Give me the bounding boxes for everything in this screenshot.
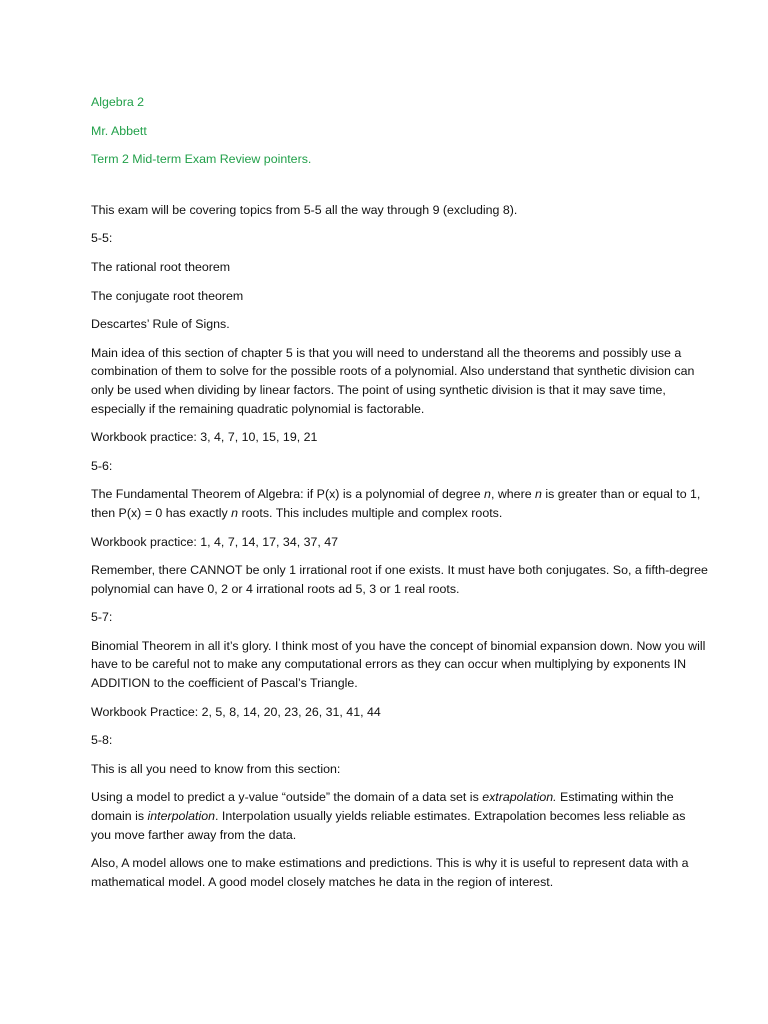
fta-text-2: , where [490,487,536,502]
topic-descartes: Descartes’ Rule of Signs. [91,317,230,332]
extrap-text-2: Estimating within the domain is [91,790,674,824]
model-paragraph: Also, A model allows one to make estimations and predictions. This is why it is useful to represent data with a mathematical model. A good model closely matches he data in the region of interest. [91,856,689,889]
fta-var-n: n [231,505,239,520]
document-title: Term 2 Mid-term Exam Review pointers. [91,152,312,167]
fta-var-n: n [535,487,542,502]
fta-text-4: roots. This includes multiple and complex roots. [238,505,503,520]
section-5-5-paragraph: Main idea of this section of chapter 5 is that you will need to understand all the theorems and possibly use a combination of them to solve for the possible roots of a polynomial. Also understand that synthetic division can only be used when dividing by linear factors. The point of using synthetic division is that it may save time, especially if the remaining quadratic polynomial is factorable. [91,345,695,416]
section-5-8-heading: 5-8: [91,733,113,748]
section-5-6-heading: 5-6: [91,458,113,473]
section-5-6-remember: Remember, there CANNOT be only 1 irrational root if one exists. It must have both conjugates. So, a fifth-degree polynomial can have 0, 2 or 4 irrational roots ad 5, 3 or 1 real roots. [91,563,708,596]
section-5-6-workbook: Workbook practice: 1, 4, 7, 14, 17, 34, 37, 47 [91,534,339,549]
fta-var-n: n [484,487,491,502]
section-5-5-heading: 5-5: [91,231,113,246]
fta-text-3: is greater than or equal to 1, then P(x) = 0 has exactly [91,487,701,520]
term-extrapolation: extrapolation. [482,790,557,805]
fta-text-1: The Fundamental Theorem of Algebra: if P(x) is a polynomial of degree [91,487,485,502]
fundamental-theorem-paragraph [91,485,708,522]
teacher-name: Mr. Abbett [91,123,147,138]
section-5-5-workbook: Workbook practice: 3, 4, 7, 10, 15, 19, 21 [91,430,318,445]
section-5-7-workbook: Workbook Practice: 2, 5, 8, 14, 20, 23, 26, 31, 41, 44 [91,704,381,719]
section-5-7-heading: 5-7: [91,610,113,625]
extrap-text-3: . Interpolation usually yields reliable estimates. Extrapolation becomes less reliable as you move farther away from the data. [91,809,686,842]
extrapolation-paragraph [91,788,708,844]
course-title: Algebra 2 [91,95,145,109]
topic-conjugate-root: The conjugate root theorem [91,288,244,303]
section-5-8-lead: This is all you need to know from this section: [91,761,341,776]
term-interpolation: interpolation [147,809,215,824]
topic-rational-root: The rational root theorem [91,259,231,274]
section-5-7-paragraph: Binomial Theorem in all it’s glory. I think most of you have the concept of binomial expansion down. Now you will have to be careful not to make any computational errors as they can occur when multiplying by exponents IN ADDITION to the coefficient of Pascal’s Triangle. [91,638,706,691]
intro-paragraph: This exam will be covering topics from 5-5 all the way through 9 (excluding 8). [91,202,518,217]
extrap-text-1: Using a model to predict a y-value “outside” the domain of a data set is [91,790,483,805]
